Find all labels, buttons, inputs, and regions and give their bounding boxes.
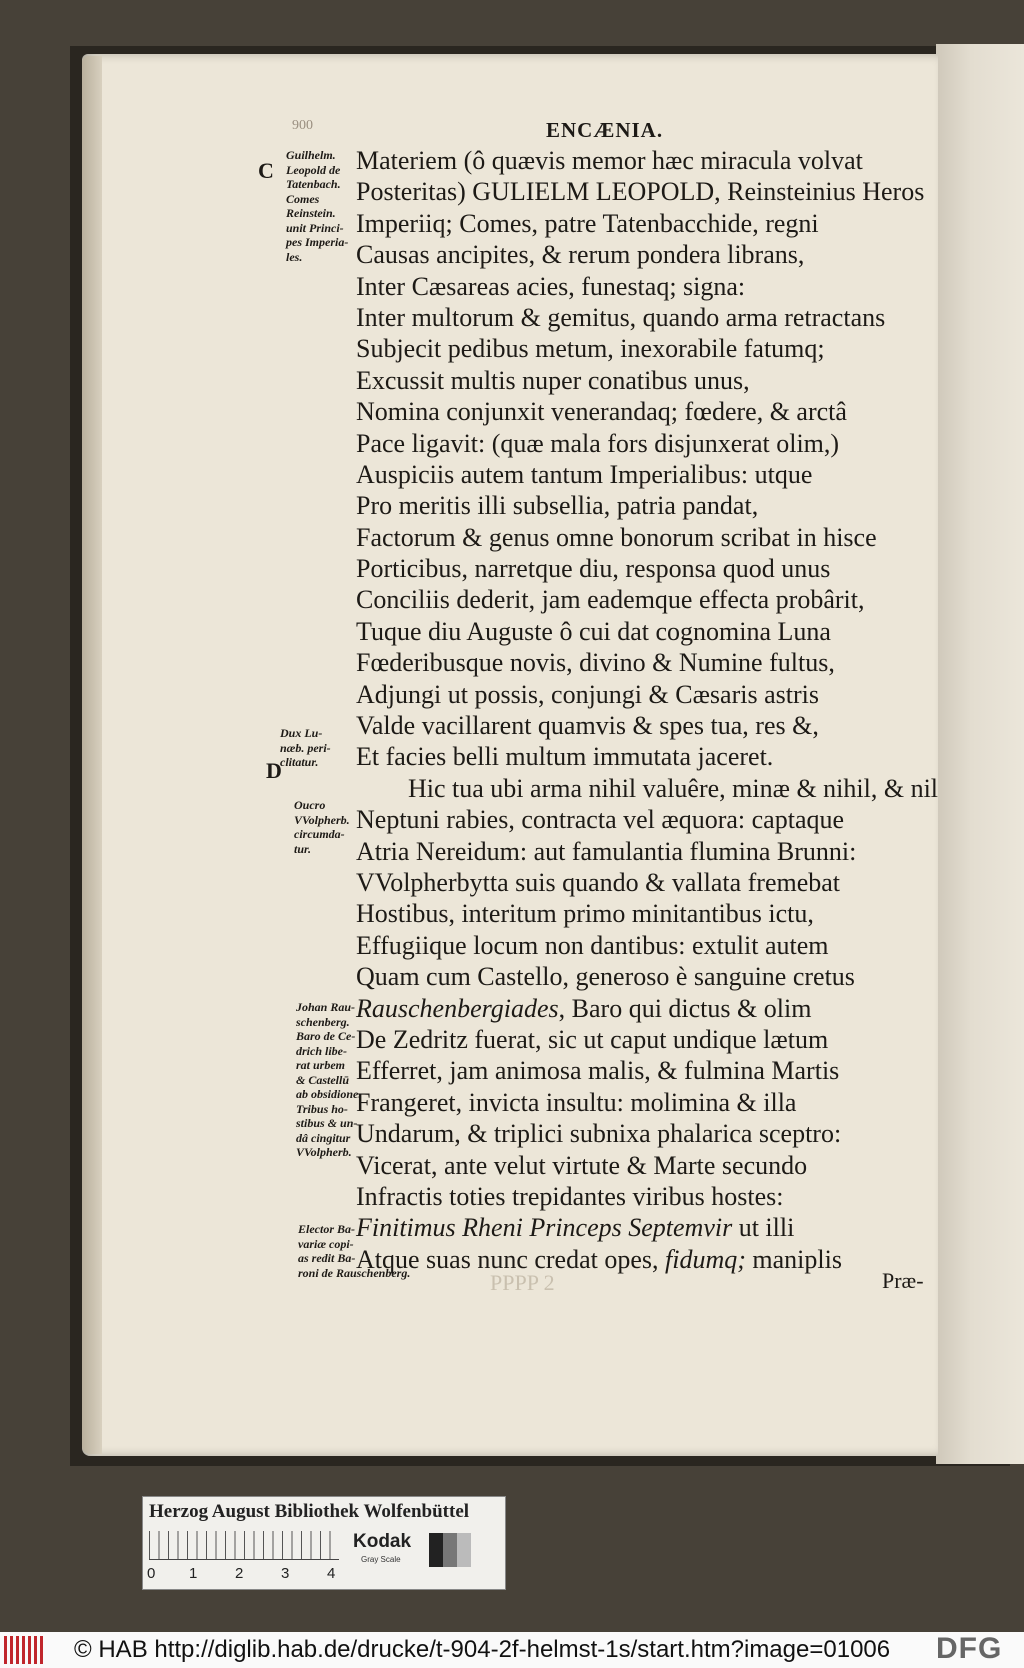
verse-line: Adjungi ut possis, conjungi & Cæsaris astris xyxy=(356,679,819,709)
marginal-note: Johan Rau- schenberg. Baro de Ce- drich libe- rat urbem & Castellū ab obsidione. Tribus ho- stibus & un- dâ cingitur VVolpherb. xyxy=(296,1000,362,1159)
verse-line: Vicerat, ante velut virtute & Marte secundo xyxy=(356,1150,808,1180)
facing-page xyxy=(936,44,1024,1464)
scale-ruler xyxy=(149,1531,339,1560)
verse-line: Subjecit pedibus metum, inexorabile fatumq; xyxy=(356,334,825,364)
dfg-logo: DFG xyxy=(936,1632,1003,1665)
footer-bar xyxy=(0,1632,1024,1668)
verse-line: Efferret, jam animosa malis, & fulmina Martis xyxy=(356,1056,840,1086)
verse-line: Porticibus, narretque diu, responsa quod unus xyxy=(356,554,831,584)
source-url[interactable]: © HAB http://diglib.hab.de/drucke/t-904-2f-helmst-1s/start.htm?image=01006 xyxy=(74,1636,891,1663)
verse-line xyxy=(356,1244,936,1275)
verse-line: Undarum, & triplici subnixa phalarica sceptro: xyxy=(356,1119,842,1149)
verse-line: Imperiiq; Comes, patre Tatenbacchide, regni xyxy=(356,208,819,238)
gray-swatch-black xyxy=(429,1533,443,1567)
running-mark: 900 xyxy=(292,118,313,133)
signature-ghost: PPPP 2 xyxy=(490,1270,555,1295)
section-letter-c: C xyxy=(258,158,274,183)
verse-line: VVolpherbytta suis quando & vallata fremebat xyxy=(356,867,841,897)
verse-line: Inter multorum & gemitus, quando arma retractans xyxy=(356,302,886,332)
page-header: ENCÆNIA. xyxy=(546,118,664,142)
verse-text: Atque suas nunc credat opes, xyxy=(356,1244,666,1274)
section-letter-d: D xyxy=(266,758,282,783)
verse-line: De Zedritz fuerat, sic ut caput undique lætum xyxy=(356,1024,829,1054)
verse-line: Conciliis dederit, jam eademque effecta probârit, xyxy=(356,585,865,615)
verse-line: Quam cum Castello, generoso è sanguine cretus xyxy=(356,962,855,992)
gray-swatch-light xyxy=(457,1533,471,1567)
ruler-number: 0 xyxy=(147,1565,156,1582)
italic-name: Finitimus Rheni Princeps Septemvir xyxy=(356,1213,733,1243)
verse-line: Posteritas) GULIELM LEOPOLD, Reinsteinius Heros xyxy=(356,177,925,207)
verse-text: ut illi xyxy=(732,1213,795,1243)
italic-word: fidumq; xyxy=(665,1244,746,1274)
verse-block xyxy=(356,145,939,1275)
page-gutter xyxy=(82,56,102,1454)
verse-line xyxy=(356,1212,936,1243)
verse-line: Tuque diu Auguste ô cui dat cognomina Luna xyxy=(356,616,831,646)
verse-line: Effugiique locum non dantibus: extulit autem xyxy=(356,930,829,960)
verse-line: Excussit multis nuper conatibus unus, xyxy=(356,365,750,395)
verse-line: Neptuni rabies, contracta vel æquora: captaque xyxy=(356,805,845,835)
verse-line: Atria Nereidum: aut famulantia flumina Brunni: xyxy=(356,836,857,866)
verse-line: Auspiciis autem tantum Imperialibus: utque xyxy=(356,459,813,489)
italic-name: Rauschenbergiades xyxy=(356,993,559,1023)
library-label-card xyxy=(142,1496,506,1590)
marginal-note: Oucro VVolpherb. circumda- tur. xyxy=(294,798,350,856)
verse-text: , Baro qui dictus & olim xyxy=(558,993,812,1023)
verse-line: Hostibus, interitum primo minitantibus ictu, xyxy=(356,899,814,929)
verse-line xyxy=(356,993,936,1024)
marginal-note: Elector Ba- variæ copi- as redit Ba- roni de Rauschenberg. xyxy=(298,1222,411,1280)
verse-line: Factorum & genus omne bonorum scribat in hisce xyxy=(356,522,877,552)
verse-line: Inter Cæsareas acies, funestaq; signa: xyxy=(356,271,746,301)
hab-barcode-icon xyxy=(4,1636,46,1664)
verse-line: Pace ligavit: (quæ mala fors disjunxerat olim,) xyxy=(356,428,840,458)
verse-line: Infractis toties trepidantes viribus hostes: xyxy=(356,1181,784,1211)
ruler-number: 3 xyxy=(281,1565,290,1582)
gray-swatch-mid xyxy=(443,1533,457,1567)
verse-line: Fœderibusque novis, divino & Numine fultus, xyxy=(356,648,835,678)
verse-line: Materiem (ô quævis memor hæc miracula volvat xyxy=(356,146,863,175)
marginal-note: Dux Lu- næb. peri- clitatur. xyxy=(280,726,331,769)
verse-line: Hic tua ubi arma nihil valuêre, minæ & nihil, & nil xyxy=(408,773,939,803)
ruler-number: 1 xyxy=(189,1565,198,1582)
catchword: Præ- xyxy=(882,1268,924,1293)
library-name: Herzog August Bibliothek Wolfenbüttel xyxy=(149,1501,470,1522)
verse-text: maniplis xyxy=(745,1244,842,1274)
kodak-subtitle: Gray Scale xyxy=(361,1555,401,1564)
ruler-number: 4 xyxy=(327,1565,336,1582)
verse-line: Pro meritis illi subsellia, patria pandat, xyxy=(356,491,759,521)
kodak-logo: Kodak xyxy=(353,1531,412,1552)
verse-line: Valde vacillarent quamvis & spes tua, res &, xyxy=(356,711,819,741)
verse-line: Causas ancipites, & rerum pondera librans, xyxy=(356,240,805,270)
verse-line: Et facies belli multum immutata jaceret. xyxy=(356,742,774,772)
verse-line: Nomina conjunxit venerandaq; fœdere, & arctâ xyxy=(356,397,847,427)
verse-line: Frangeret, invicta insultu: molimina & illa xyxy=(356,1087,797,1117)
marginal-note: Guilhelm. Leopold de Tatenbach. Comes Reinstein. unit Princi- pes Imperia- les. xyxy=(286,148,349,264)
ruler-number: 2 xyxy=(235,1565,244,1582)
